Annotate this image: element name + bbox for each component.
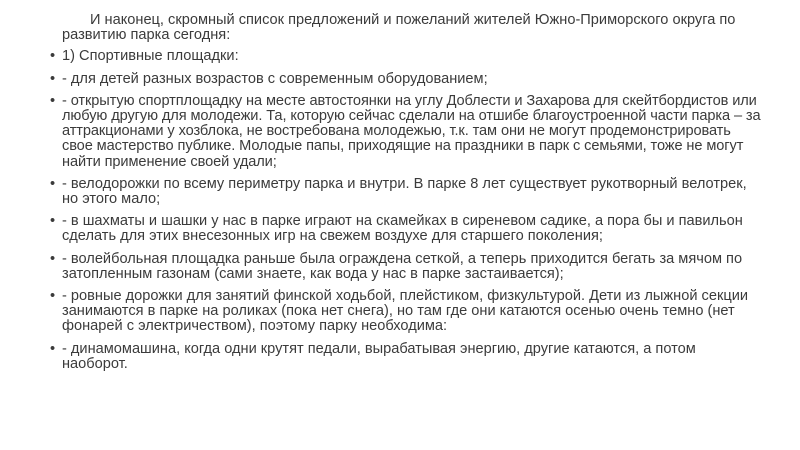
list-item-text: - волейбольная площадка раньше была ограждена сеткой, а теперь приходится бегать за мячом по затопленным газонам (сами знаете, как вода у нас в парке застаивается); (62, 250, 743, 282)
slide-text-body (50, 12, 762, 379)
list-item (50, 213, 762, 245)
bullet-icon: • (50, 340, 56, 357)
list-item-text: - велодорожки по всему периметру парка и внутри. В парке 8 лет существует рукотворный велотрек, но этого мало; (62, 175, 747, 208)
list-item (50, 250, 762, 282)
list-item (50, 92, 762, 170)
list-item-text: - динамомашина, когда одни крутят педали, вырабатывая энергию, другие катаются, а потом наоборот. (62, 340, 696, 372)
bullet-icon: • (50, 48, 56, 65)
list-item-text: 1) Спортивные площадки: (62, 48, 239, 65)
list-item (50, 48, 762, 65)
suggestions-list (50, 48, 762, 372)
bullet-icon: • (50, 175, 56, 192)
bullet-icon: • (50, 288, 56, 305)
list-item (50, 340, 762, 372)
list-item-text: - для детей разных возрастов с современным оборудованием; (62, 70, 488, 87)
list-item (50, 175, 762, 208)
list-item-text: - в шахматы и шашки у нас в парке играют на скамейках в сиреневом садике, а пора бы и павильон сделать для этих внесезонных игр на свежем воздухе для старшего поколения; (62, 213, 743, 245)
bullet-icon: • (50, 250, 56, 267)
bullet-icon: • (50, 70, 56, 87)
intro-paragraph: И наконец, скромный список предложений и пожеланий жителей Южно-Приморского округа по развитию парка сегодня: (62, 12, 736, 44)
list-item-text: - ровные дорожки для занятий финской ходьбой, плейстиком, физкультурой. Дети из лыжной секции занимаются в парке на роликах (пока нет снега), но там где они катаются осенью очень темно (нет фонарей с электричеством), поэтому парку необходима: (62, 288, 749, 335)
bullet-icon: • (50, 213, 56, 230)
list-item (50, 70, 762, 87)
list-item-text: - открытую спортплощадку на месте автостоянки на углу Доблести и Захарова для скейтбордистов или любую другую для молодежи. Та, которую сейчас сделали на отшибе благоустроенной части парка – за аттракционами у хозблока, не востребована молодежью, т.к. там они не могут продемонстрировать свое мастерство публике. Молодые папы, приходящие на праздники в парк с семьями, тоже не могут найти применение своей удали; (62, 92, 761, 170)
list-item (50, 288, 762, 335)
bullet-icon: • (50, 92, 56, 109)
